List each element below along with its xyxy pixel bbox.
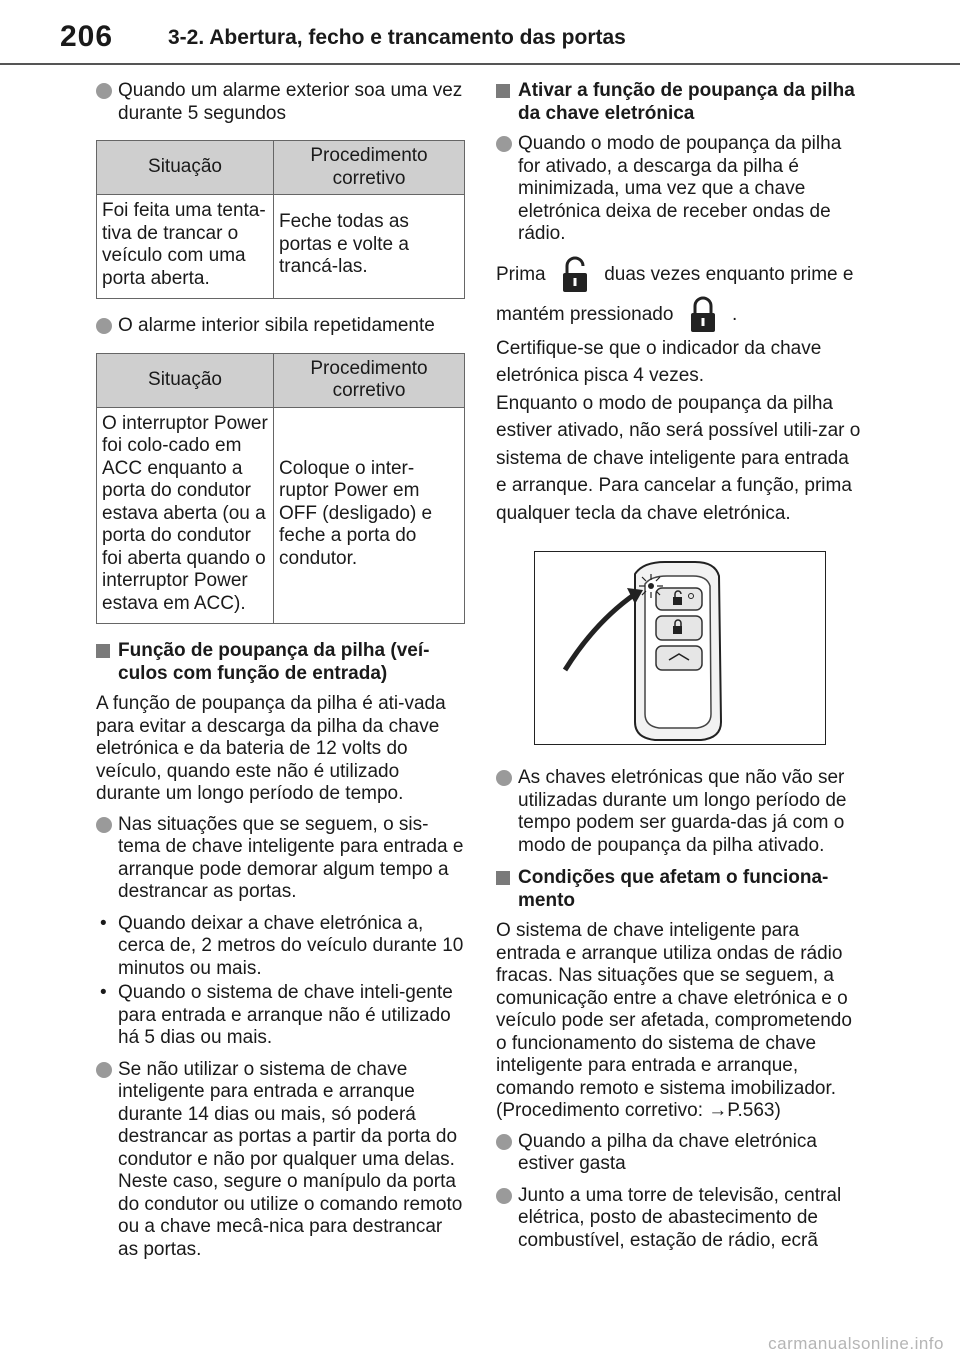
smart-key-drawing [535,552,825,744]
table-exterior-alarm [96,140,465,299]
header-divider [0,63,960,65]
bullet-activated: Quando o modo de poupança da pilha for ativado, a descarga da pilha é minimizada, uma vez que a chave eletrónica deixa de receber ondas de rádio. [496,133,862,246]
smart-key-illustration [534,551,826,745]
watermark: carmanualsonline.info [768,1334,944,1353]
page-number: 206 [60,20,114,53]
right-column [496,80,862,1261]
para-indicator: Certifique-se que o indicador da chave eletrónica pisca 4 vezes. [496,337,822,386]
table-interior-alarm [96,353,465,625]
bullet-dot-icon [496,1134,512,1150]
bullet-dot-icon [496,136,512,152]
table-row [97,407,465,624]
sub-bullet-mark: • [100,912,107,934]
bullet-dot-icon [496,1188,512,1204]
bullet-alarm-interior: O alarme interior sibila repetidamente [96,315,466,338]
bullet-dot-icon [96,83,112,99]
bullet-14-days: Se não utilizar o sistema de chave inteligente para entrada e arranque durante 14 dias ou mais, só poderá destrancar as portas a partir da porta do condutor e não por qualquer uma delas. Neste caso, segure o manípulo da porta do condutor ou utilize o comando remoto ou a chave mecâ-nica para destrancar as portas. [96,1059,466,1262]
cell-situation: O interruptor Power foi colo-cado em ACC enquanto a porta do condutor estava aberta (ou a porta do condutor foi aberta quando o interruptor Power estava em ACC). [97,407,274,624]
page-header [0,0,960,62]
bullet-tv-tower: Junto a uma torre de televisão, central elétrica, posto de abastecimento de combustível, estação de rádio, ecrã [496,1185,862,1253]
cell-procedure: Feche todas as portas e volte a trancá-las. [274,195,465,299]
sub-bullet-mark: • [100,982,107,1003]
cell-procedure: Coloque o inter-ruptor Power em OFF (desligado) e feche a porta do condutor. [274,407,465,624]
heading-square-icon [496,871,510,885]
column-header-procedure: Procedimento corretivo [274,353,465,407]
column-header-procedure: Procedimento corretivo [274,141,465,195]
column-header-situation: Situação [97,353,274,407]
heading-battery-saving: Função de poupança da pilha (veí-culos com função de entrada) [96,640,466,685]
bullet-battery-dead: Quando a pilha da chave eletrónica estiver gasta [496,1131,862,1176]
bullet-alarm-exterior: Quando um alarme exterior soa uma vez durante 5 segundos [96,80,466,125]
heading-activate: Ativar a função de poupança da pilha da chave eletrónica [496,80,862,125]
table-header-row [97,141,465,195]
para-conditions: O sistema de chave inteligente para entrada e arranque utiliza ondas de rádio fracas. Nas situações que se seguem, a comunicação entre a chave eletrónica e o veículo pode ser afetada, comprometendo o funcionamento do sistema de chave inteligente para entrada e arranque, comando remoto e sistema imobilizador. [496,920,852,1099]
cell-situation: Foi feita uma tenta-tiva de trancar o veículo com uma porta aberta. [97,195,274,299]
heading-square-icon [96,644,110,658]
sub-item: • Quando deixar a chave eletrónica a, cerca de, 2 metros do veículo durante 10 minutos ou mais. [100,912,464,979]
sub-item: • Quando o sistema de chave inteli-gente para entrada e arranque não é utilizado há 5 dias ou mais. [100,982,453,1048]
para-mode: Enquanto o modo de poupança da pilha estiver ativado, não será possível utili-zar o sistema de chave inteligente para entrada e arranque. Para cancelar a função, prima qualquer tecla da chave eletrónica. [496,392,861,524]
table-row [97,195,465,299]
section-title: 3-2. Abertura, fecho e trancamento das portas [168,26,626,49]
bullet-dot-icon [96,318,112,334]
bullet-keys-unused: As chaves eletrónicas que não vão ser utilizadas durante um longo período de tempo podem ser guarda-das já com o modo de poupança da pilha ativado. [496,767,862,857]
column-header-situation: Situação [97,141,274,195]
heading-conditions: Condições que afetam o funciona-mento [496,867,862,912]
table-header-row [97,353,465,407]
para-procedure: (Procedimento corretivo: →P.563) [496,1100,781,1121]
heading-square-icon [496,84,510,98]
bullet-dot-icon [96,1062,112,1078]
press-instruction: Prima duas vezes enquanto prime e mantém pressionado . [496,255,862,335]
para-battery-saving: A função de poupança da pilha é ati-vada para evitar a descarga da pilha da chave eletrónica e da bateria de 12 volts do veículo, quando este não é utilizado durante um longo período de tempo. [96,693,446,804]
lock-icon [685,295,721,335]
left-column [96,80,466,1270]
bullet-situations: Nas situações que se seguem, o sis-tema de chave inteligente para entrada e arranque pode demorar algum tempo a destrancar as portas. [96,814,466,904]
unlock-icon [557,255,593,295]
bullet-dot-icon [496,770,512,786]
bullet-dot-icon [96,817,112,833]
